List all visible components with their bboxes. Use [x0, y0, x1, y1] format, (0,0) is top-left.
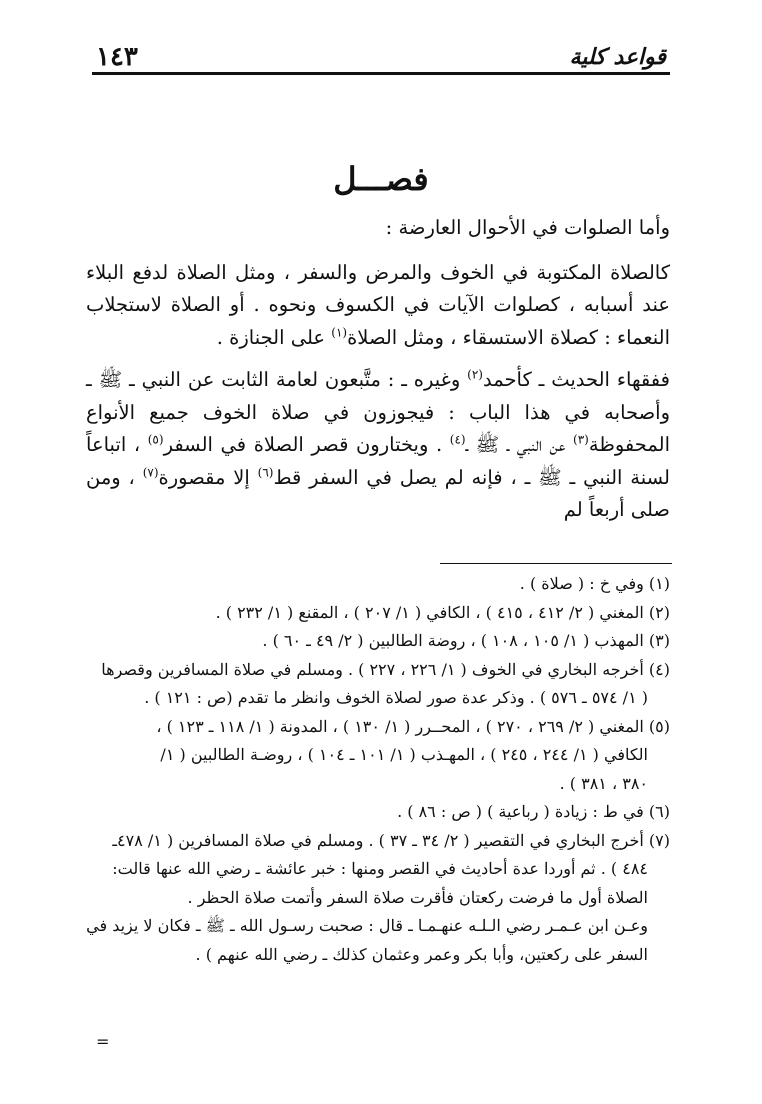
footnote-1: (١) وفي خ : ( صلاة ) . — [519, 574, 670, 593]
main-text — [86, 212, 670, 527]
footnote-2: (٢) المغني ( ٢/ ٤١٢ ، ٤١٥ ) ، الكافي ( ١/ ٢٠٧ ) ، المقنع ( ١/ ٢٣٢ ) . — [215, 602, 670, 622]
paragraph-2-seg: وغيره ـ : متَّبعون لعامة الثابت عن النبي ـ ﷺ ـ وأصحابه في هذا الباب : فيجوزون في صلاة الخوف جميع الأنواع المحفوظة — [86, 368, 670, 456]
paragraph-2 — [86, 364, 670, 527]
footnote-5-cont: الكافي ( ١/ ٢٤٤ ، ٢٤٥ ) ، المهـذب ( ١/ ١٠١ ـ ١٠٤ ) ، روضـة الطالبين ( ١/ — [160, 745, 648, 764]
footnote-3: (٣) المهذب ( ١/ ١٠٥ ، ١٠٨ ) ، روضة الطالبين ( ٢/ ٤٩ ـ ٦٠ ) . — [262, 631, 670, 650]
footnote-ref-6: (٦) — [257, 465, 274, 479]
footnote-7-cont: الصلاة أول ما فرضت ركعتان فأقرت صلاة السفر وأتمت صلاة الحظر . — [187, 887, 648, 907]
footnote-ref-2: (٢) — [467, 367, 483, 382]
footnote-ref-7: (٧) — [142, 465, 159, 479]
section-title: فصـــل — [333, 160, 429, 198]
running-title: قواعد كلية — [569, 44, 666, 70]
footnote-5-cont: ٣٨٠ ، ٣٨١ ) . — [559, 773, 648, 793]
footnote-separator — [440, 563, 672, 564]
paragraph-2-seg: . ويختارون قصر الصلاة في السفر — [163, 433, 450, 456]
footnote-ref-1: (١) — [331, 325, 348, 339]
paragraph-2-seg: ففقهاء الحديث ـ كأحمد — [482, 368, 670, 391]
paragraph-2-seg: ، اتباعاً لسنة النبي ـ ﷺ ـ ، فإنه لم يصل في السفر قط — [86, 433, 670, 489]
footnote-ref-5: (٥) — [147, 432, 164, 447]
paragraph-1-text: كالصلاة المكتوبة في الخوف والمرض والسفر ، ومثل الصلاة لدفع البلاء عند أسبابه ، كصلوات الآيات في الكسوف ونحوه . أو الصلاة لاستجلاب النعماء : كصلاة الاستسقاء ، ومثل الصلاة — [86, 260, 670, 349]
paragraph-1-tail: على الجنازة . — [216, 325, 332, 349]
footnote-ref-4: (٤) — [449, 432, 466, 447]
footnote-ref-3: (٣) — [573, 432, 589, 447]
paragraph-2-seg: إلا مقصورة — [158, 465, 258, 489]
continuation-marker: = — [96, 1032, 110, 1051]
paragraph-2-seg: ، ومن صلى أربعاً لم — [86, 465, 670, 521]
paragraph-2-seg: عن النبي ـ ﷺ ـ — [465, 433, 574, 456]
footnote-7-cont: وعـن ابن عـمـر رضي الـلـه عنهـمـا ـ قال : صحبت رسـول الله ـ ﷺ ـ فكان لا يزيد في — [86, 916, 648, 935]
footnote-5: (٥) المغني ( ٢/ ٢٦٩ ، ٢٧٠ ) ، المحــرر ( ١/ ١٣٠ ) ، المدونة ( ١/ ١١٨ ـ ١٢٣ ) ، — [156, 716, 670, 736]
footnote-6: (٦) في ط : زيادة ( رباعية ) ( ص : ٨٦ ) . — [397, 802, 670, 821]
footnote-7: (٧) أخرج البخاري في التقصير ( ٢/ ٣٤ ـ ٣٧ ) . ومسلم في صلاة المسافرين ( ١/ ٤٧٨ـ — [112, 830, 670, 850]
footnote-7-cont: السفر على ركعتين، وأبا بكر وعمر وعثمان كذلك ـ رضي الله عنهم ) . — [195, 944, 648, 964]
page-number: ١٤٣ — [96, 42, 138, 72]
footnote-4: (٤) أخرجه البخاري في الخوف ( ١/ ٢٢٦ ، ٢٢٧ ) . ومسلم في صلاة المسافرين وقصرها — [101, 659, 670, 679]
paragraph-1 — [86, 257, 670, 355]
header-rule — [92, 72, 670, 75]
lead-sentence: وأما الصلوات في الأحوال العارضة : — [385, 216, 670, 239]
running-header — [96, 44, 666, 74]
footnote-7-cont: ٤٨٤ ) . ثم أوردا عدة أحاديث في القصر ومنها : خبر عائشة ـ رضي الله عنها قالت: — [112, 859, 648, 878]
footnotes — [86, 570, 670, 969]
footnote-4-cont: ( ١/ ٥٧٤ ـ ٥٧٦ ) . وذكر عدة صور لصلاة الخوف وانظر ما تقدم (ص : ١٢١ ) . — [144, 688, 648, 707]
